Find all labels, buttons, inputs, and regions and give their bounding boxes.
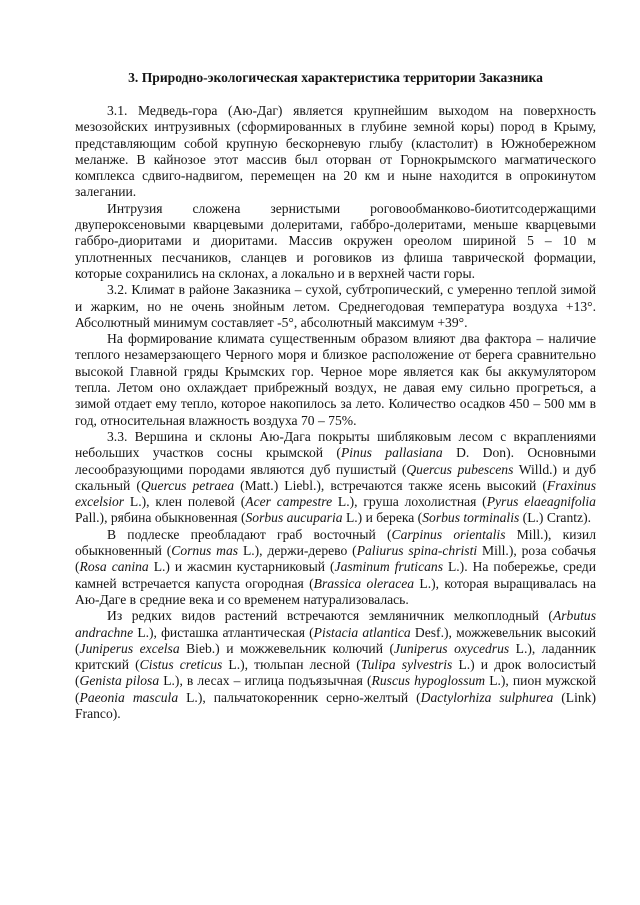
text-run: L.), тюльпан лесной ( <box>222 657 361 673</box>
text-run: Pall.), рябина обыкновенная ( <box>75 510 246 526</box>
text-run: Из редких видов растений встречаются земляничник мелкоплодный ( <box>107 608 553 624</box>
species-name: Genista pilosa <box>79 673 160 689</box>
text-run: L.), пион мужской ( <box>75 673 596 705</box>
text-run: Desf.), можжевельник высокий ( <box>75 624 596 656</box>
text-run: 3.2. Климат в районе Заказника – сухой, субтропический, с умеренно теплой зимой и жарким, но не очень знойным летом. Среднегодовая температура воздуха +13°. Абсолютный минимум составляет -5°, абсолютный максимум +39°. <box>75 282 596 330</box>
text-run: L.) и дрок волосистый ( <box>75 657 596 689</box>
species-name: Ruscus hypoglossum <box>371 673 486 689</box>
text-run: L.), которая выращивалась на Аю-Даге в средние века и со временем натурализовалась. <box>75 575 596 607</box>
document-page <box>75 70 596 722</box>
species-name: Pinus pallasiana <box>340 445 443 461</box>
paragraph <box>75 527 596 608</box>
text-run: L.) и жасмин кустарниковый ( <box>148 559 335 575</box>
species-name: Jasminum fruticans <box>334 559 443 575</box>
paragraph <box>75 429 596 527</box>
paragraph <box>75 201 596 282</box>
text-run: (L.) Crantz). <box>519 510 591 526</box>
species-name: Paeonia mascula <box>79 689 179 705</box>
text-run: На формирование климата существенным образом влияют два фактора – наличие теплого незамерзающего Черного моря и близкое расположение от берега сравнительно высокой Главной гряды Крымских гор. Черное море является как бы аккумулятором тепла. Летом оно охлаждает прибрежный воздух, не давая ему сильно прогреться, а зимой отдает ему тепло, которое накопилось за лето. Количество осадков 450 – 500 мм в год, относительная влажность воздуха 70 – 75%. <box>75 331 596 428</box>
paragraph <box>75 608 596 722</box>
text-run: L.) и берека ( <box>342 510 423 526</box>
text-run: Bieb.) и можжевельник колючий ( <box>179 640 394 656</box>
text-run: L.), груша лохолистная ( <box>332 494 487 510</box>
species-name: Sorbus aucuparia <box>245 510 343 526</box>
species-name: Dactylorhiza sulphurea <box>420 689 554 705</box>
species-name: Tulipa sylvestris <box>360 657 453 673</box>
text-run: L.). На побережье, среди камней встречается капуста огородная ( <box>75 559 596 591</box>
text-run: L.), в лесах – иглица подъязычная ( <box>159 673 372 689</box>
text-run: 3.1. Медведь-гора (Аю-Даг) является крупнейшим выходом на поверхность мезозойских интрузивных (сформированных в глубине земной коры) пород в Крыму, представляющим собой крупную бескорневую глыбу (кластолит) в Южнобережном меланже. В кайнозое этот массив был оторван от Горнокрымского магматического комплекса сдвиго-надвигом, перемещен на 20 км и ныне находится в опрокинутом залегании. <box>75 103 596 200</box>
text-run: L.), клен полевой ( <box>124 494 246 510</box>
text-run: Willd.) и дуб скальный ( <box>75 461 597 493</box>
body-text <box>75 103 596 722</box>
text-run: Mill.), роза собачья ( <box>75 543 597 575</box>
species-name: Paliurus spina-christi <box>356 543 478 559</box>
species-name: Cornus mas <box>171 543 239 559</box>
paragraph <box>75 282 596 331</box>
text-run: L.), фисташка атлантическая ( <box>133 624 314 640</box>
text-run: L.), держи-дерево ( <box>238 543 357 559</box>
species-name: Quercus pubescens <box>406 461 514 477</box>
species-name: Juniperus excelsa <box>79 640 180 656</box>
species-name: Quercus petraea <box>140 477 235 493</box>
text-run: 3.3. Вершина и склоны Аю-Дага покрыты шибляковым лесом с вкраплениями небольших участков сосны крымской ( <box>75 428 596 461</box>
text-run: В подлеске преобладают граб восточный ( <box>107 526 392 542</box>
species-name: Sorbus torminalis <box>422 510 520 526</box>
species-name: Rosa canina <box>79 559 149 575</box>
species-name: Acer campestre <box>245 494 333 510</box>
species-name: Pyrus elaeagnifolia <box>486 494 596 510</box>
text-run: L.), пальчатокоренник серно-желтый ( <box>178 689 421 705</box>
species-name: Fraxinus excelsior <box>75 477 596 510</box>
text-run: D. Don). Основными лесообразующими породами являются дуб пушистый ( <box>75 445 596 477</box>
paragraph <box>75 103 596 201</box>
species-name: Brassica oleracea <box>313 575 415 591</box>
species-name: Pistacia atlantica <box>313 624 411 640</box>
text-run: (Matt.) Liebl.), встречаются также ясень высокий ( <box>234 477 547 493</box>
text-run: Mill.), кизил обыкновенный ( <box>75 526 596 559</box>
section-heading: 3. Природно-экологическая характеристика территории Заказника <box>128 70 543 85</box>
paragraph <box>75 331 596 429</box>
species-name: Cistus creticus <box>139 657 223 673</box>
species-name: Carpinus orientalis <box>391 526 506 542</box>
text-run: (Link) Franco). <box>75 689 596 721</box>
species-name: Arbutus andrachne <box>75 608 596 640</box>
species-name: Juniperus oxycedrus <box>393 640 510 656</box>
text-run: L.), ладанник критский ( <box>75 640 596 673</box>
text-run: Интрузия сложена зернистыми роговообманково-биотитсодержащими двупероксеновыми кварцевыми долеритами, габбро-долеритами, меньше кварцевыми габбро-диоритами и диоритами. Массив окружен ореолом шириной 5 – 10 м уплотненных песчаников, сланцев и роговиков из флиша таврической формации, которые сохранились на склонах, а локально и в верхней части горы. <box>75 200 596 281</box>
